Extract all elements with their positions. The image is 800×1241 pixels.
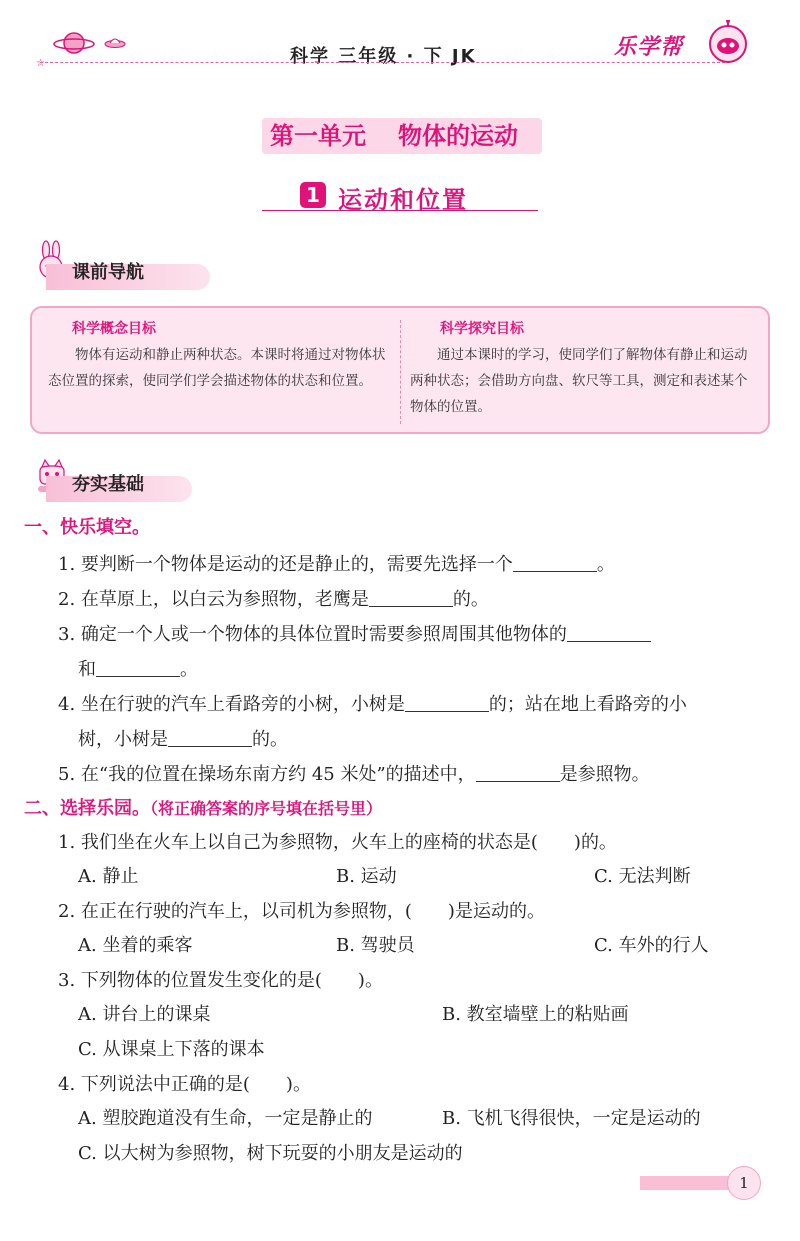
choice-option[interactable]: A. 塑胶跑道没有生命，一定是静止的 bbox=[78, 1108, 373, 1129]
fill-question-5 bbox=[58, 760, 650, 786]
question-text: 和 bbox=[78, 659, 96, 680]
fill-question-3-cont bbox=[78, 655, 198, 681]
concept-goal-heading: 科学概念目标 bbox=[72, 321, 156, 337]
brand-logo: 乐学帮 bbox=[614, 35, 684, 60]
unit-number: 第一单元 bbox=[270, 122, 366, 150]
answer-blank[interactable] bbox=[405, 711, 489, 712]
choice-option[interactable]: A. 讲台上的课桌 bbox=[78, 1004, 211, 1025]
inquiry-goal-text: 通过本课时的学习，使同学们了解物体有静止和运动两种状态；会借助方向盘、软尺等工具，测定和表述某个物体的位置。 bbox=[410, 347, 748, 415]
inquiry-goal bbox=[410, 316, 756, 420]
inquiry-goal-heading: 科学探究目标 bbox=[440, 321, 524, 337]
question-text: 的。 bbox=[452, 589, 489, 610]
part2-title: 二、选择乐园。 bbox=[24, 798, 150, 819]
question-text: 。 bbox=[596, 554, 615, 575]
fill-question-4 bbox=[58, 690, 687, 716]
question-text: 5. 在“我的位置在操场东南方约 45 米处”的描述中， bbox=[58, 764, 476, 785]
choice-option[interactable]: C. 从课桌上下落的课本 bbox=[78, 1039, 265, 1060]
question-text: 3. 确定一个人或一个物体的具体位置时需要参照周围其他物体的 bbox=[58, 624, 567, 645]
choice-option[interactable]: A. 坐着的乘客 bbox=[78, 935, 193, 956]
question-text: 4. 坐在行驶的汽车上看路旁的小树，小树是 bbox=[58, 694, 405, 715]
goals-box bbox=[30, 306, 770, 434]
fill-question-2 bbox=[58, 585, 489, 611]
lesson-title: 运动和位置 bbox=[338, 186, 468, 214]
page-number: 1 bbox=[727, 1166, 761, 1200]
page-number-band bbox=[640, 1176, 740, 1190]
section-basics-title: 夯实基础 bbox=[72, 474, 144, 495]
fill-question-1 bbox=[58, 550, 615, 576]
question-text: 的；站在地上看路旁的小 bbox=[488, 694, 687, 715]
answer-blank[interactable] bbox=[567, 641, 651, 642]
choice-question-1: 1. 我们坐在火车上以自己为参照物，火车上的座椅的状态是( )的。 bbox=[58, 832, 617, 853]
goals-divider bbox=[400, 320, 401, 424]
choice-option[interactable]: A. 静止 bbox=[78, 866, 139, 887]
choice-option[interactable]: B. 运动 bbox=[336, 866, 397, 887]
answer-blank[interactable] bbox=[369, 606, 453, 607]
lesson-title-underline bbox=[262, 210, 538, 211]
part1-heading: 一、快乐填空。 bbox=[24, 517, 150, 538]
choice-question-4: 4. 下列说法中正确的是( )。 bbox=[58, 1074, 311, 1095]
unit-name: 物体的运动 bbox=[398, 122, 518, 150]
choice-question-3: 3. 下列物体的位置发生变化的是( )。 bbox=[58, 970, 383, 991]
header-divider bbox=[40, 62, 730, 63]
choice-option[interactable]: B. 驾驶员 bbox=[336, 935, 415, 956]
part2-note: （将正确答案的序号填在括号里） bbox=[150, 799, 383, 818]
header-title: 科学 三年级 · 下 JK bbox=[290, 46, 477, 67]
choice-option[interactable]: B. 飞机飞得很快，一定是运动的 bbox=[442, 1108, 701, 1129]
concept-goal-text: 物体有运动和静止两种状态。本课时将通过对物体状态位置的探索，使同学们学会描述物体的状态和位置。 bbox=[48, 347, 386, 389]
star-icon: ☆ bbox=[36, 58, 45, 69]
question-text: 的。 bbox=[252, 729, 288, 750]
choice-option[interactable]: C. 车外的行人 bbox=[594, 935, 709, 956]
choice-option[interactable]: C. 无法判断 bbox=[594, 866, 691, 887]
concept-goal bbox=[48, 316, 392, 394]
question-text: 2. 在草原上，以白云为参照物，老鹰是 bbox=[58, 589, 369, 610]
ufo-icon bbox=[104, 34, 126, 54]
question-text: 是参照物。 bbox=[559, 764, 650, 785]
section-preview-title: 课前导航 bbox=[72, 262, 144, 283]
choice-option[interactable]: C. 以大树为参照物，树下玩耍的小朋友是运动的 bbox=[78, 1143, 463, 1164]
part2-heading bbox=[24, 794, 382, 820]
lesson-number-badge: 1 bbox=[300, 182, 326, 208]
planet-icon bbox=[52, 28, 96, 62]
question-text: 1. 要判断一个物体是运动的还是静止的，需要先选择一个 bbox=[58, 554, 513, 575]
question-text: 。 bbox=[180, 659, 198, 680]
choice-question-2: 2. 在正在行驶的汽车上，以司机为参照物，( )是运动的。 bbox=[58, 901, 545, 922]
fill-question-3 bbox=[58, 620, 651, 646]
answer-blank[interactable] bbox=[476, 781, 560, 782]
answer-blank[interactable] bbox=[168, 746, 252, 747]
answer-blank[interactable] bbox=[513, 571, 597, 572]
answer-blank[interactable] bbox=[96, 676, 180, 677]
choice-option[interactable]: B. 教室墙壁上的粘贴画 bbox=[442, 1004, 629, 1025]
question-text: 树，小树是 bbox=[78, 729, 168, 750]
astronaut-mascot-icon bbox=[700, 20, 756, 74]
unit-title bbox=[270, 116, 518, 151]
fill-question-4-cont bbox=[78, 725, 288, 751]
